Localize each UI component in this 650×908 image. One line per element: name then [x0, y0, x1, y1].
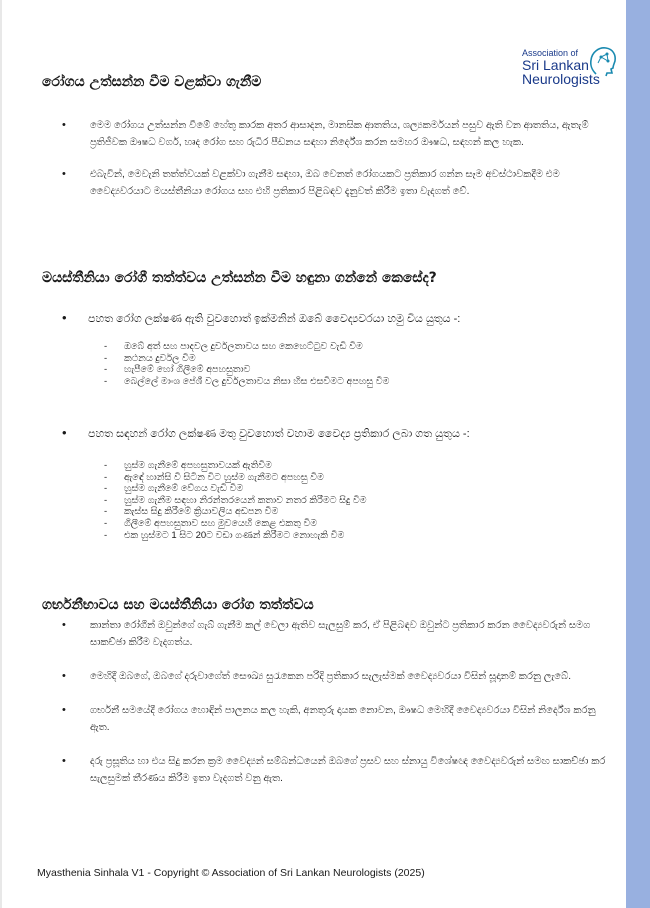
list-item: • මෙහිදී ඔබගේ, ඔබගේ දරුවාගේත් සෞඛ්‍ය සුරැකෙන පරිදි ප්‍රතිකාර සැලැස්මක් වෛද්‍යවරයා විසින් සූදානම් කරනු ලැබේ.: [62, 668, 612, 685]
list-item: • එබැවින්, මෙවැනි තත්ත්වයක් වළක්වා ගැනීම සඳහා, ඔබ වෙනත් රෝගයකට ප්‍රතිකාර ගන්න සෑම අවස්ථාවකදීම එම වෛද්‍යවරයාට මයස්තීනියා රෝගය සහ එහි ප්‍රතිකාර පිළිබඳව දැනුවත් කිරීම ඉතා වැදගත් වේ.: [62, 166, 612, 200]
list-item: • ගර්භනී සමයේදී රෝගය හොඳින් පාලනය කල හැකි, අනතුරු දායක නොවන, ඖෂධ මෙහිදී වෛද්‍යවරයා විසින් නිර්දේශ කරනු ඇත.: [62, 702, 612, 736]
list-item: - හුස්ම ගැනීම සඳහා නිරන්තරයෙන් කතාව නතර කිරීමට සිදු වීම: [104, 495, 574, 507]
list-item: - බෙල්ලේ මාංශ පේශී වල දුර්වලතාවය නිසා හිස එසවීමට අපහසු වීම: [104, 376, 574, 388]
list-item: - හුස්ම ගැනීමේ වේගය වැඩි වීම: [104, 483, 574, 495]
list-item: - කථනය දුර්වල වීම: [104, 353, 574, 365]
association-logo: [522, 44, 622, 90]
list-item: - හුස්ම ගැනීමේ අපහසුතාවයක් ඇතිවීම: [104, 460, 574, 472]
logo-association-text: Association of: [522, 48, 579, 58]
logo-name-line2: Neurologists: [522, 71, 600, 87]
list-item: - හැපීමේ හෝ ගිලීමේ අපහසුතාව: [104, 364, 574, 376]
group2-intro-text: පහත සඳහන් රෝග ලක්ෂණ මතු වුවහොත් වහාම වෛද්‍ය ප්‍රතිකාර ලබා ගත යුතුය -:: [88, 428, 470, 440]
section1-heading: රෝගය උත්සන්න වීම වළක්වා ගැනීම: [42, 74, 262, 90]
list-item: - එක හුස්මට 1 සිට 20ට වඩා ගණන් කිරීමට නොහැකි වීම: [104, 530, 574, 542]
list-item: • කාන්තා රෝගීන් ඔවුන්ගේ ගැබ් ගැනීම කල් වෙලා ඇතිව සැලසුම් කර, ඒ පිළිබඳව ඔවුන්ට ප්‍රතිකාර කරන වෛද්‍යවරුන් සමග සාකච්ඡා කිරීම වැදගත්ය.: [62, 617, 612, 651]
logo-name-line1: Sri Lankan: [522, 57, 589, 73]
group1-intro: • පහත රෝග ලක්ෂණ ඇති වුවහොත් ඉක්මනින් ඔබේ වෛද්‍යවරයා හමු විය යුතුය -:: [62, 310, 461, 325]
page-footer: Myasthenia Sinhala V1 - Copyright © Association of Sri Lankan Neurologists (2025): [37, 867, 425, 879]
page-left-edge: [0, 0, 2, 908]
list-item: • මෙම රෝගය උත්සන්න වීමේ හේතු කාරක අතර ආසාදන, මානසික ආතතිය, ශල්‍යකර්මයන් පසුව ඇති වන ආතතිය, ඇතැම් ප්‍රතිජීවක ඖෂධ වර්ග, හෘද රෝග සහ රුධිර පීඩනය සඳහා නිර්දේශ කරන සමහර ඖෂධ, සඳහන් කල හැක.: [62, 117, 612, 151]
section3-list: [62, 617, 612, 787]
section2-heading: මයස්තීනියා රෝගී තත්ත්වය උත්සන්න වීම හඳුනා ගන්නේ කෙසේද?: [42, 270, 437, 286]
group1-symptom-list: [104, 341, 574, 387]
section1-list: [62, 117, 612, 200]
right-decorative-bar: [626, 0, 650, 908]
list-item: - ගිලීමේ අපහසුතාව සහ මුවයෙහි කෙළ එකතු වීම: [104, 518, 574, 530]
section3-heading: ගර්භනීභාවය සහ මයස්තීනියා රෝග තත්ත්වය: [42, 597, 314, 613]
group2-symptom-list: [104, 460, 574, 541]
list-item: • දරු ප්‍රසූතිය හා එය සිදු කරන ක්‍රම වෛද්‍යන් සම්බන්ධයෙන් ඔබගේ ප්‍රසව සහ ස්නායු විශේෂඥ වෛද්‍යවරුන් සමඟ සාකච්ඡා කර සැලසුමක් තීරණය කිරීම ඉතා වැදගත් වනු ඇත.: [62, 753, 612, 787]
group2-intro: • පහත සඳහන් රෝග ලක්ෂණ මතු වුවහොත් වහාම වෛද්‍ය ප්‍රතිකාර ලබා ගත යුතුය -:: [62, 425, 470, 440]
group1-intro-text: පහත රෝග ලක්ෂණ ඇති වුවහොත් ඉක්මනින් ඔබේ වෛද්‍යවරයා හමු විය යුතුය -:: [88, 313, 461, 325]
list-item: - ඇඳේ හාන්සි වී සිටින විට හුස්ම ගැනීමට අපහසු වීම: [104, 472, 574, 484]
brain-head-icon: [586, 44, 618, 78]
list-item: - කැස්ස සිදු කිරීමේ ක්‍රියාවලිය අඩපන වීම: [104, 506, 574, 518]
list-item: - ඔබේ අත් සහ පාදවල දුර්වලතාවය සහ කෙහෙට්ටුව වැඩි වීම: [104, 341, 574, 353]
